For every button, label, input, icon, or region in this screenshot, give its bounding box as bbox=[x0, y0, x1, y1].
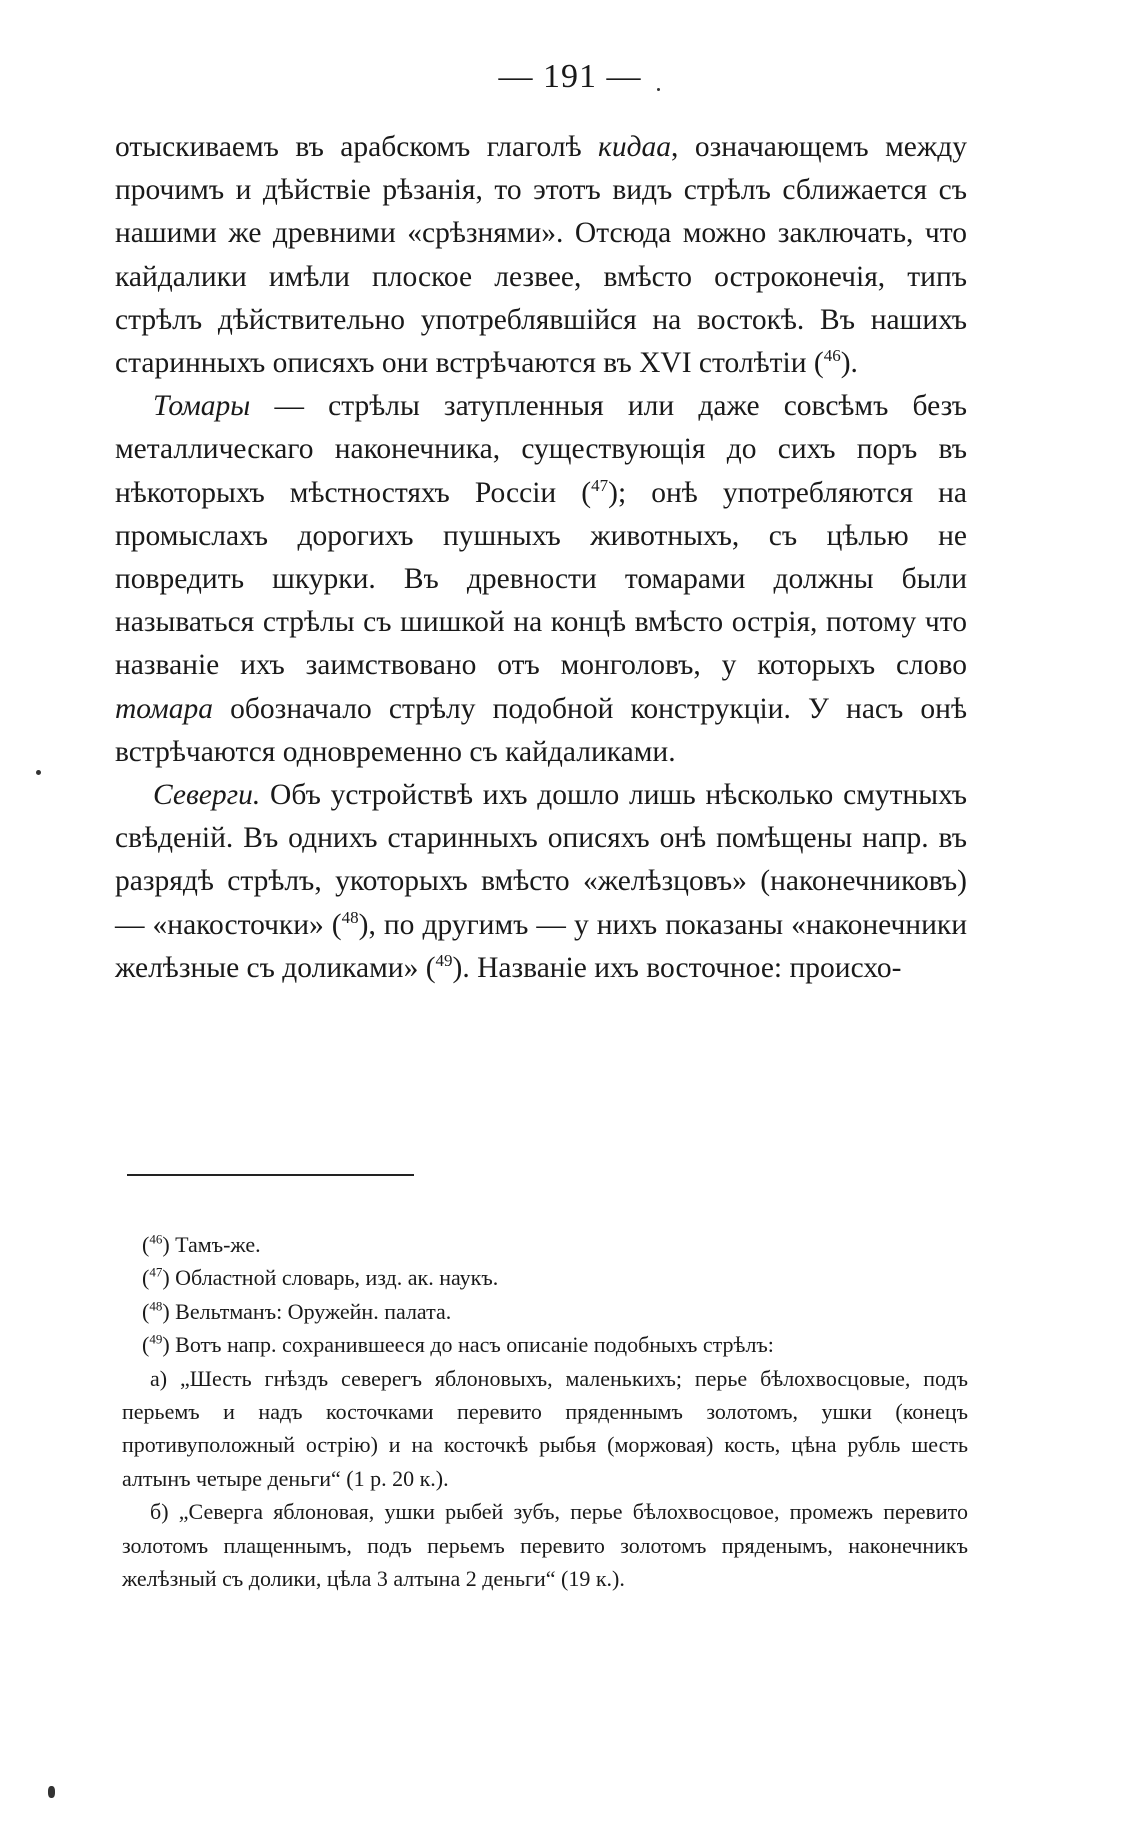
paragraph-kaydaliki: отыскиваемъ въ арабскомъ глаголѣ кидаа, означающемъ между прочимъ и дѣйствіе рѣзанія, то этотъ видъ стрѣлъ сближается съ нашими же древними «срѣзнями». Отсюда можно заключать, что кайдалики имѣли плоское лезвее, вмѣсто остроконечія, типъ стрѣлъ дѣйствительно употреблявшійся на востокѣ. Въ нашихъ старинныхъ описяхъ они встрѣчаются въ XVI столѣтіи ($^{46}$). bbox=[115, 131, 967, 380]
scan-speck bbox=[36, 770, 41, 775]
footnote-49-quote-a: а) „Шесть гнѣздъ северегъ яблоновыхъ, маленькихъ; перье бѣлохвосцовые, подъ перьемъ и надъ косточками перевито пряденнымъ золотомъ, ушки (конецъ противуположный острію) и на косточкѣ рыбья (моржовая) кость, цѣна рубль шесть алтынъ четыре деньги“ (1 р. 20 к.). bbox=[122, 1365, 968, 1491]
page-number: — 191 — bbox=[498, 58, 642, 95]
term-severgi: Северги. bbox=[153, 779, 261, 812]
footnote-46: ($^{46}$) Тамъ-же. bbox=[142, 1231, 261, 1257]
term-tomary: Томары bbox=[153, 390, 251, 423]
main-text bbox=[115, 126, 967, 990]
footnote-ref-49: 49 bbox=[435, 951, 453, 971]
footnotes bbox=[122, 1228, 968, 1595]
paragraph-severgi: Северги. Объ устройствѣ ихъ дошло лишь нѣсколько смутныхъ свѣденій. Въ однихъ старинныхъ описяхъ онѣ помѣщены напр. въ разрядѣ стрѣлъ, укоторыхъ вмѣсто «желѣзцовъ» (наконечниковъ) — «накосточки» ($^{48}$), по другимъ — у нихъ показаны «наконечники желѣзные съ доликами» ($^{49}$). Названіе ихъ восточное: происхо- bbox=[115, 779, 968, 984]
footnote-ref-47: 47 bbox=[591, 475, 609, 495]
paragraph-tomary: Томары — стрѣлы затупленныя или даже совсѣмъ безъ металлическаго наконечника, существующія до сихъ поръ въ нѣкоторыхъ мѣстностяхъ Россіи ($^{47}$); онѣ употребляются на промыслахъ дорогихъ пушныхъ животныхъ, съ цѣлью не повредить шкурки. Въ древности томарами должны были называться стрѣлы съ шишкой на концѣ вмѣсто острія, потому что названіе ихъ заимствовано отъ монголовъ, у которыхъ слово томара обозначало стрѣлу подобной конструкціи. У насъ онѣ встрѣчаются одновременно съ кайдаликами. bbox=[115, 390, 968, 768]
term-tomara: томара bbox=[115, 692, 214, 725]
scan-speck bbox=[657, 88, 660, 91]
footnote-49: ($^{49}$) Вотъ напр. сохранившееся до насъ описаніе подобныхъ стрѣлъ: bbox=[142, 1331, 774, 1358]
footnote-47: ($^{47}$) Областной словарь, изд. ак. наукъ. bbox=[142, 1265, 499, 1291]
scan-speck bbox=[48, 1786, 55, 1798]
footnote-49-quote-b: б) „Северга яблоновая, ушки рыбей зубъ, перье бѣлохвосцовое, промежъ перевито золотомъ плащеннымъ, подъ перьемъ перевито золотомъ пряденымъ, наконечникъ желѣзный съ долики, цѣла 3 алтына 2 деньги“ (19 к.). bbox=[122, 1499, 968, 1592]
footnote-ref-48: 48 bbox=[341, 907, 359, 927]
footnote-separator bbox=[127, 1174, 414, 1176]
footnote-48: ($^{48}$) Вельтманъ: Оружейн. палата. bbox=[142, 1298, 452, 1324]
footnote-ref-46: 46 bbox=[823, 346, 841, 366]
term-kidaa: кидаа bbox=[598, 131, 672, 163]
